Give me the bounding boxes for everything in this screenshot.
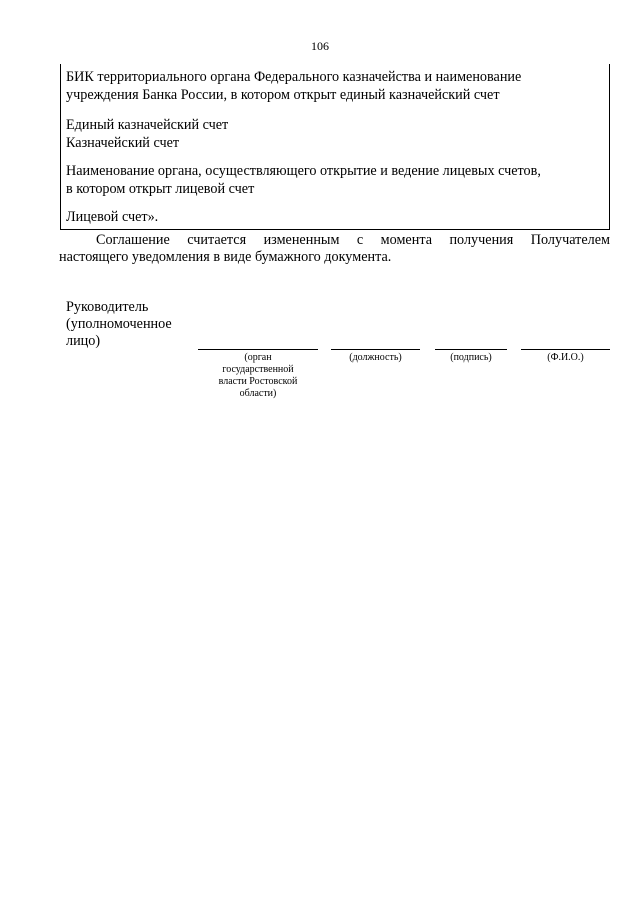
signer-label-line: лицо) [66, 333, 101, 349]
caption-organ-line: области) [239, 388, 277, 399]
signer-label-line: Руководитель [66, 299, 149, 315]
box-organ-name-line-2: в котором открыт лицевой счет [66, 181, 255, 197]
signer-label-line: (уполномоченное [66, 316, 172, 332]
signer-label [66, 299, 172, 350]
agreement-text-line-1: Соглашение считается измененным с момента получения Получателем [96, 232, 610, 248]
signature-line-organ [198, 349, 318, 350]
box-single-treasury-account: Единый казначейский счет [66, 117, 229, 133]
caption-organ-line: государственной [222, 364, 294, 375]
caption-signature: (подпись) [450, 352, 492, 363]
box-bik-line-1: БИК территориального органа Федерального казначейства и наименование [66, 69, 522, 85]
caption-organ-line: (орган [244, 352, 272, 363]
caption-organ-line: власти Ростовской [218, 376, 298, 387]
box-personal-account: Лицевой счет». [66, 209, 159, 225]
signature-line-signature [435, 349, 507, 350]
page-number: 106 [311, 39, 329, 53]
caption-name: (Ф.И.О.) [547, 352, 584, 363]
agreement-text-line-2: настоящего уведомления в виде бумажного документа. [59, 249, 392, 265]
box-organ-name-line-1: Наименование органа, осуществляющего открытие и ведение лицевых счетов, [66, 163, 541, 179]
bank-details-box [60, 64, 610, 230]
signature-line-name [521, 349, 610, 350]
box-bik-line-2: учреждения Банка России, в котором открыт единый казначейский счет [66, 87, 500, 103]
box-treasury-account: Казначейский счет [66, 135, 180, 151]
signature-line-position [331, 349, 420, 350]
caption-position: (должность) [349, 352, 402, 363]
caption-organ [198, 352, 318, 400]
